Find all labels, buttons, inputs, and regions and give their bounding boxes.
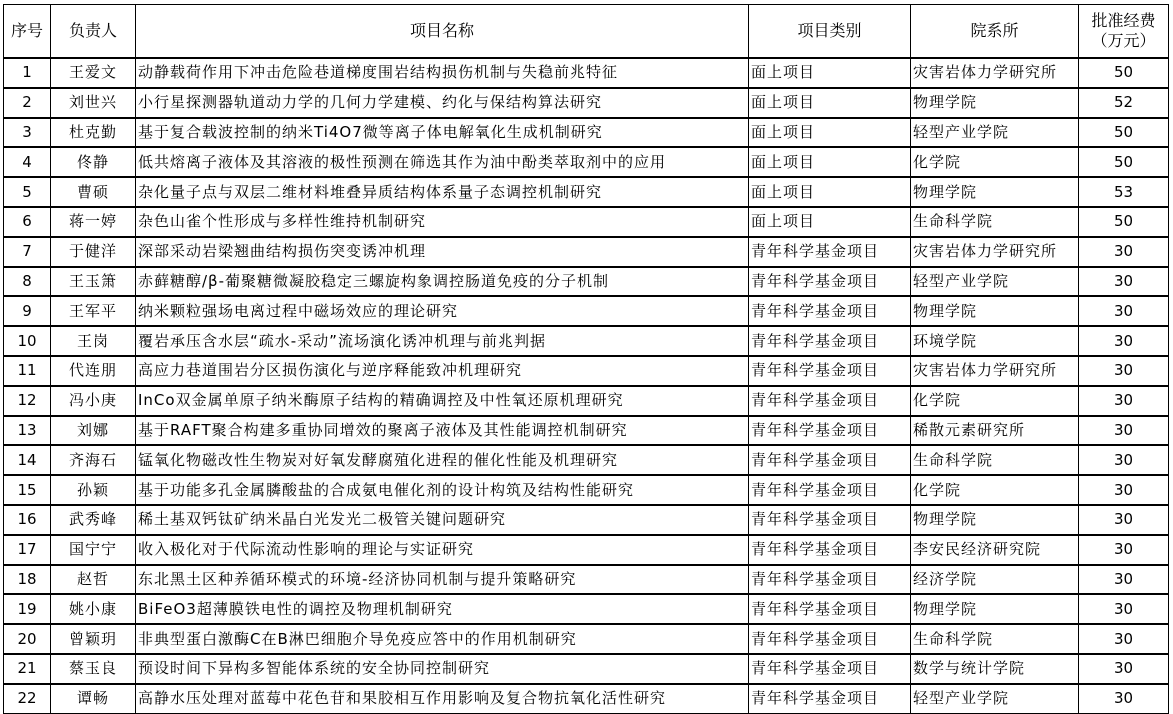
leader-cell: 曾颖玥 <box>51 624 136 654</box>
funding-cell: 30 <box>1079 416 1169 446</box>
index-cell: 4 <box>4 147 51 177</box>
table-row <box>4 624 1169 654</box>
category-cell: 面上项目 <box>749 147 911 177</box>
title-cell: 杂色山雀个性形成与多样性维持机制研究 <box>136 207 749 237</box>
title-cell: 覆岩承压含水层“疏水-采动”流场演化诱冲机理与前兆判据 <box>136 326 749 356</box>
index-cell: 17 <box>4 535 51 565</box>
leader-cell: 谭畅 <box>51 684 136 713</box>
index-cell: 9 <box>4 296 51 326</box>
leader-cell: 孙颖 <box>51 475 136 505</box>
leader-cell: 蒋一婷 <box>51 207 136 237</box>
leader-cell: 王军平 <box>51 296 136 326</box>
category-cell: 青年科学基金项目 <box>749 416 911 446</box>
table-row <box>4 88 1169 118</box>
category-cell: 青年科学基金项目 <box>749 237 911 267</box>
index-cell: 12 <box>4 386 51 416</box>
department-cell: 生命科学院 <box>911 445 1079 475</box>
title-cell: 基于复合载波控制的纳米Ti4O7微等离子体电解氧化生成机制研究 <box>136 118 749 148</box>
category-cell: 青年科学基金项目 <box>749 624 911 654</box>
funding-cell: 30 <box>1079 386 1169 416</box>
header-title: 项目名称 <box>136 5 749 59</box>
index-cell: 18 <box>4 565 51 595</box>
category-cell: 青年科学基金项目 <box>749 475 911 505</box>
index-cell: 13 <box>4 416 51 446</box>
leader-cell: 王爱文 <box>51 58 136 88</box>
funding-cell: 53 <box>1079 177 1169 207</box>
title-cell: BiFeO3超薄膜铁电性的调控及物理机制研究 <box>136 594 749 624</box>
department-cell: 李安民经济研究院 <box>911 535 1079 565</box>
leader-cell: 刘娜 <box>51 416 136 446</box>
leader-cell: 佟静 <box>51 147 136 177</box>
department-cell: 数学与统计学院 <box>911 654 1079 684</box>
title-cell: 基于RAFT聚合构建多重协同增效的聚离子液体及其性能调控机制研究 <box>136 416 749 446</box>
department-cell: 生命科学院 <box>911 624 1079 654</box>
table-row <box>4 654 1169 684</box>
category-cell: 青年科学基金项目 <box>749 594 911 624</box>
department-cell: 灾害岩体力学研究所 <box>911 237 1079 267</box>
funding-cell: 30 <box>1079 296 1169 326</box>
leader-cell: 刘世兴 <box>51 88 136 118</box>
funding-cell: 30 <box>1079 654 1169 684</box>
table-row <box>4 207 1169 237</box>
category-cell: 青年科学基金项目 <box>749 535 911 565</box>
category-cell: 青年科学基金项目 <box>749 267 911 297</box>
department-cell: 轻型产业学院 <box>911 684 1079 713</box>
category-cell: 面上项目 <box>749 177 911 207</box>
table-row <box>4 505 1169 535</box>
table-row <box>4 386 1169 416</box>
table-row <box>4 535 1169 565</box>
funding-cell: 30 <box>1079 267 1169 297</box>
funding-cell: 30 <box>1079 535 1169 565</box>
title-cell: 高静水压处理对蓝莓中花色苷和果胶相互作用影响及复合物抗氧化活性研究 <box>136 684 749 713</box>
table-row <box>4 475 1169 505</box>
header-category: 项目类别 <box>749 5 911 59</box>
department-cell: 物理学院 <box>911 177 1079 207</box>
title-cell: 动静载荷作用下冲击危险巷道梯度围岩结构损伤机制与失稳前兆特征 <box>136 58 749 88</box>
funding-cell: 30 <box>1079 445 1169 475</box>
leader-cell: 杜克勤 <box>51 118 136 148</box>
table-row <box>4 565 1169 595</box>
department-cell: 轻型产业学院 <box>911 118 1079 148</box>
funding-cell: 30 <box>1079 684 1169 713</box>
leader-cell: 曹硕 <box>51 177 136 207</box>
index-cell: 22 <box>4 684 51 713</box>
leader-cell: 姚小康 <box>51 594 136 624</box>
leader-cell: 于健洋 <box>51 237 136 267</box>
title-cell: 非典型蛋白激酶C在B淋巴细胞介导免疫应答中的作用机制研究 <box>136 624 749 654</box>
header-funding <box>1079 5 1169 59</box>
table-row <box>4 326 1169 356</box>
title-cell: 收入极化对于代际流动性影响的理论与实证研究 <box>136 535 749 565</box>
header-funding-line1: 批准经费 <box>1091 11 1156 30</box>
leader-cell: 冯小庚 <box>51 386 136 416</box>
funding-cell: 30 <box>1079 326 1169 356</box>
department-cell: 化学院 <box>911 386 1079 416</box>
leader-cell: 国宁宁 <box>51 535 136 565</box>
department-cell: 稀散元素研究所 <box>911 416 1079 446</box>
header-department: 院系所 <box>911 5 1079 59</box>
funding-cell: 50 <box>1079 207 1169 237</box>
title-cell: 锰氧化物磁改性生物炭对好氧发酵腐殖化进程的催化性能及机理研究 <box>136 445 749 475</box>
leader-cell: 武秀峰 <box>51 505 136 535</box>
funding-cell: 30 <box>1079 594 1169 624</box>
funding-cell: 30 <box>1079 356 1169 386</box>
index-cell: 10 <box>4 326 51 356</box>
index-cell: 5 <box>4 177 51 207</box>
header-funding-line2: （万元） <box>1091 31 1156 50</box>
title-cell: 预设时间下异构多智能体系统的安全协同控制研究 <box>136 654 749 684</box>
table-header-row <box>4 5 1169 59</box>
leader-cell: 赵哲 <box>51 565 136 595</box>
leader-cell: 王玉箫 <box>51 267 136 297</box>
leader-cell: 代连朋 <box>51 356 136 386</box>
index-cell: 1 <box>4 58 51 88</box>
title-cell: 高应力巷道围岩分区损伤演化与逆序释能致冲机理研究 <box>136 356 749 386</box>
department-cell: 物理学院 <box>911 505 1079 535</box>
category-cell: 面上项目 <box>749 88 911 118</box>
table-row <box>4 237 1169 267</box>
leader-cell: 齐海石 <box>51 445 136 475</box>
title-cell: 深部采动岩梁翘曲结构损伤突变诱冲机理 <box>136 237 749 267</box>
index-cell: 14 <box>4 445 51 475</box>
table-row <box>4 267 1169 297</box>
table-row <box>4 296 1169 326</box>
funding-cell: 30 <box>1079 475 1169 505</box>
index-cell: 3 <box>4 118 51 148</box>
table-row <box>4 416 1169 446</box>
category-cell: 面上项目 <box>749 207 911 237</box>
title-cell: 纳米颗粒强场电离过程中磁场效应的理论研究 <box>136 296 749 326</box>
funding-cell: 50 <box>1079 58 1169 88</box>
category-cell: 青年科学基金项目 <box>749 356 911 386</box>
index-cell: 7 <box>4 237 51 267</box>
category-cell: 青年科学基金项目 <box>749 505 911 535</box>
category-cell: 面上项目 <box>749 118 911 148</box>
index-cell: 15 <box>4 475 51 505</box>
title-cell: 小行星探测器轨道动力学的几何力学建模、约化与保结构算法研究 <box>136 88 749 118</box>
index-cell: 11 <box>4 356 51 386</box>
index-cell: 19 <box>4 594 51 624</box>
table-row <box>4 445 1169 475</box>
table-row <box>4 177 1169 207</box>
funding-cell: 30 <box>1079 565 1169 595</box>
department-cell: 化学院 <box>911 147 1079 177</box>
index-cell: 2 <box>4 88 51 118</box>
table-body <box>4 58 1169 713</box>
department-cell: 灾害岩体力学研究所 <box>911 356 1079 386</box>
table-row <box>4 147 1169 177</box>
table-row <box>4 58 1169 88</box>
department-cell: 物理学院 <box>911 594 1079 624</box>
table-row <box>4 684 1169 713</box>
title-cell: 低共熔离子液体及其溶液的极性预测在筛选其作为油中酚类萃取剂中的应用 <box>136 147 749 177</box>
title-cell: 赤藓糖醇/β-葡聚糖微凝胶稳定三螺旋构象调控肠道免疫的分子机制 <box>136 267 749 297</box>
department-cell: 灾害岩体力学研究所 <box>911 58 1079 88</box>
category-cell: 青年科学基金项目 <box>749 445 911 475</box>
category-cell: 青年科学基金项目 <box>749 565 911 595</box>
category-cell: 青年科学基金项目 <box>749 326 911 356</box>
funding-cell: 50 <box>1079 147 1169 177</box>
index-cell: 21 <box>4 654 51 684</box>
department-cell: 生命科学院 <box>911 207 1079 237</box>
funding-cell: 52 <box>1079 88 1169 118</box>
category-cell: 青年科学基金项目 <box>749 296 911 326</box>
leader-cell: 王岗 <box>51 326 136 356</box>
title-cell: 东北黑土区种养循环模式的环境-经济协同机制与提升策略研究 <box>136 565 749 595</box>
title-cell: 基于功能多孔金属膦酸盐的合成氨电催化剂的设计构筑及结构性能研究 <box>136 475 749 505</box>
category-cell: 青年科学基金项目 <box>749 386 911 416</box>
title-cell: InCo双金属单原子纳米酶原子结构的精确调控及中性氧还原机理研究 <box>136 386 749 416</box>
department-cell: 化学院 <box>911 475 1079 505</box>
index-cell: 6 <box>4 207 51 237</box>
category-cell: 青年科学基金项目 <box>749 684 911 713</box>
department-cell: 经济学院 <box>911 565 1079 595</box>
department-cell: 物理学院 <box>911 296 1079 326</box>
title-cell: 杂化量子点与双层二维材料堆叠异质结构体系量子态调控机制研究 <box>136 177 749 207</box>
department-cell: 轻型产业学院 <box>911 267 1079 297</box>
department-cell: 物理学院 <box>911 88 1079 118</box>
leader-cell: 蔡玉良 <box>51 654 136 684</box>
funding-cell: 30 <box>1079 505 1169 535</box>
department-cell: 环境学院 <box>911 326 1079 356</box>
header-index: 序号 <box>4 5 51 59</box>
table-row <box>4 594 1169 624</box>
funding-cell: 30 <box>1079 624 1169 654</box>
index-cell: 16 <box>4 505 51 535</box>
funding-cell: 50 <box>1079 118 1169 148</box>
table-row <box>4 118 1169 148</box>
funding-cell: 30 <box>1079 237 1169 267</box>
table-row <box>4 356 1169 386</box>
index-cell: 20 <box>4 624 51 654</box>
category-cell: 面上项目 <box>749 58 911 88</box>
title-cell: 稀土基双钙钛矿纳米晶白光发光二极管关键问题研究 <box>136 505 749 535</box>
project-table <box>3 4 1169 714</box>
index-cell: 8 <box>4 267 51 297</box>
category-cell: 青年科学基金项目 <box>749 654 911 684</box>
header-leader: 负责人 <box>51 5 136 59</box>
